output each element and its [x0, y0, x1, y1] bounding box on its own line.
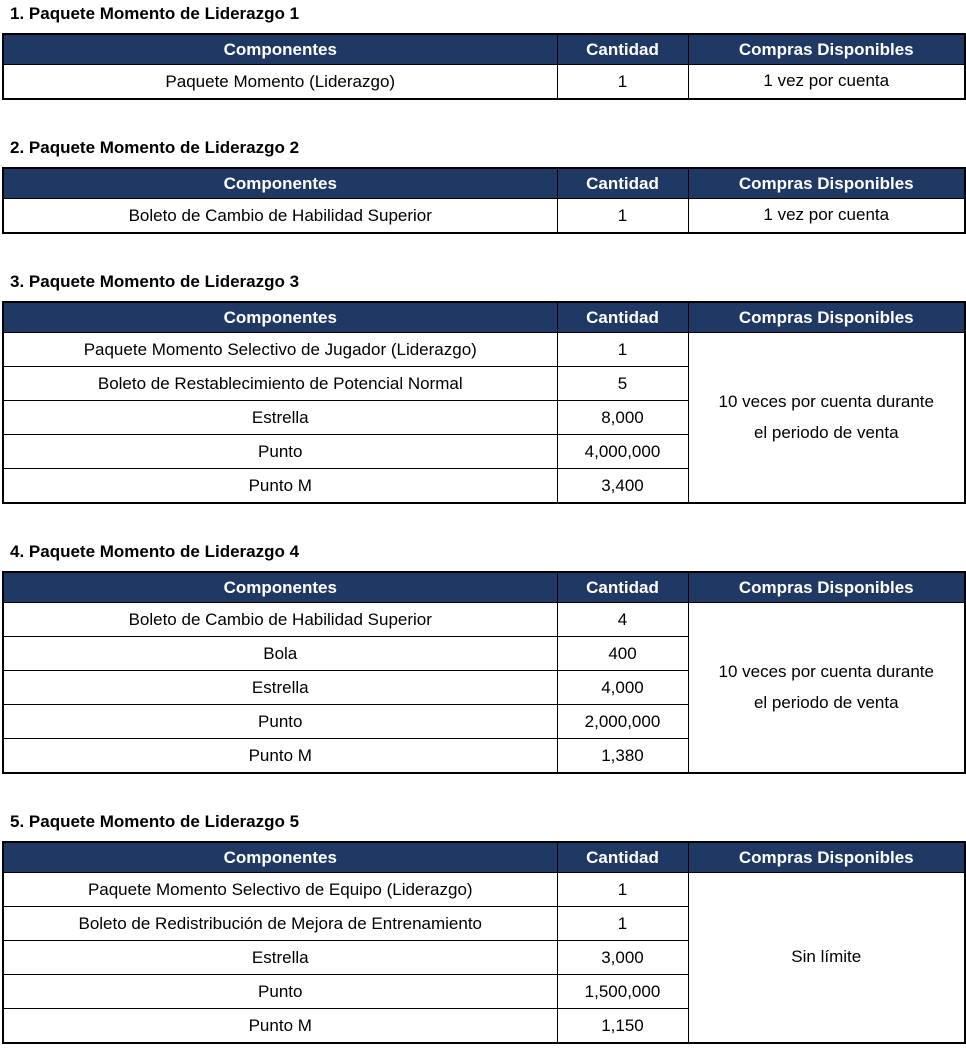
availability-text: 10 veces por cuenta durante el periodo de venta [718, 391, 934, 442]
table-header-row [3, 572, 965, 603]
quantity-cell: 2,000,000 [557, 705, 688, 739]
column-header-cantidad: Cantidad [557, 302, 688, 333]
component-cell: Estrella [3, 941, 557, 975]
column-header-componentes: Componentes [3, 572, 557, 603]
table-header-row [3, 302, 965, 333]
component-cell: Boleto de Redistribución de Mejora de Entrenamiento [3, 907, 557, 941]
quantity-cell: 1 [557, 907, 688, 941]
component-cell: Estrella [3, 671, 557, 705]
package-section [2, 138, 964, 234]
quantity-cell: 4,000,000 [557, 435, 688, 469]
section-title: 4. Paquete Momento de Liderazgo 4 [10, 542, 300, 561]
component-cell: Punto M [3, 469, 557, 504]
quantity-cell: 1 [557, 199, 688, 234]
column-header-compras-disponibles: Compras Disponibles [688, 34, 965, 65]
quantity-cell: 8,000 [557, 401, 688, 435]
package-table [2, 841, 966, 1044]
column-header-componentes: Componentes [3, 34, 557, 65]
column-header-componentes: Componentes [3, 302, 557, 333]
table-header-row [3, 34, 965, 65]
availability-cell [688, 873, 965, 1044]
component-cell: Paquete Momento Selectivo de Equipo (Liderazgo) [3, 873, 557, 907]
table-row [3, 603, 965, 637]
component-cell: Punto [3, 705, 557, 739]
availability-text: 10 veces por cuenta durante el periodo de venta [718, 661, 934, 712]
table-row [3, 873, 965, 907]
availability-text: Sin límite [791, 947, 862, 967]
package-table [2, 33, 966, 100]
quantity-cell: 3,000 [557, 941, 688, 975]
availability-cell [688, 65, 965, 100]
component-cell: Punto M [3, 1009, 557, 1044]
section-title: 1. Paquete Momento de Liderazgo 1 [10, 4, 300, 23]
availability-cell [688, 603, 965, 774]
quantity-cell: 1,150 [557, 1009, 688, 1044]
component-cell: Bola [3, 637, 557, 671]
quantity-cell: 1,380 [557, 739, 688, 774]
component-cell: Paquete Momento Selectivo de Jugador (Liderazgo) [3, 333, 557, 367]
package-section [2, 812, 964, 1044]
availability-text: 1 vez por cuenta [763, 71, 890, 91]
quantity-cell: 1 [557, 333, 688, 367]
component-cell: Boleto de Restablecimiento de Potencial Normal [3, 367, 557, 401]
package-table [2, 167, 966, 234]
quantity-cell: 400 [557, 637, 688, 671]
section-title: 2. Paquete Momento de Liderazgo 2 [10, 138, 300, 157]
table-header-row [3, 842, 965, 873]
package-section [2, 4, 964, 100]
availability-cell [688, 199, 965, 234]
quantity-cell: 3,400 [557, 469, 688, 504]
table-row [3, 333, 965, 367]
package-section [2, 272, 964, 504]
component-cell: Paquete Momento (Liderazgo) [3, 65, 557, 100]
package-table [2, 571, 966, 774]
package-section [2, 542, 964, 774]
availability-cell [688, 333, 965, 504]
column-header-compras-disponibles: Compras Disponibles [688, 572, 965, 603]
quantity-cell: 5 [557, 367, 688, 401]
column-header-cantidad: Cantidad [557, 842, 688, 873]
quantity-cell: 1 [557, 65, 688, 100]
column-header-compras-disponibles: Compras Disponibles [688, 842, 965, 873]
column-header-componentes: Componentes [3, 168, 557, 199]
package-tables-page [2, 4, 964, 1044]
component-cell: Punto [3, 435, 557, 469]
component-cell: Punto [3, 975, 557, 1009]
availability-text: 1 vez por cuenta [763, 205, 890, 225]
column-header-cantidad: Cantidad [557, 168, 688, 199]
component-cell: Boleto de Cambio de Habilidad Superior [3, 603, 557, 637]
column-header-compras-disponibles: Compras Disponibles [688, 168, 965, 199]
quantity-cell: 1 [557, 873, 688, 907]
section-title: 5. Paquete Momento de Liderazgo 5 [10, 812, 300, 831]
column-header-compras-disponibles: Compras Disponibles [688, 302, 965, 333]
section-title: 3. Paquete Momento de Liderazgo 3 [10, 272, 300, 291]
table-row [3, 199, 965, 234]
quantity-cell: 1,500,000 [557, 975, 688, 1009]
package-table [2, 301, 966, 504]
quantity-cell: 4,000 [557, 671, 688, 705]
column-header-cantidad: Cantidad [557, 572, 688, 603]
quantity-cell: 4 [557, 603, 688, 637]
column-header-componentes: Componentes [3, 842, 557, 873]
component-cell: Boleto de Cambio de Habilidad Superior [3, 199, 557, 234]
table-header-row [3, 168, 965, 199]
column-header-cantidad: Cantidad [557, 34, 688, 65]
table-row [3, 65, 965, 100]
component-cell: Estrella [3, 401, 557, 435]
component-cell: Punto M [3, 739, 557, 774]
